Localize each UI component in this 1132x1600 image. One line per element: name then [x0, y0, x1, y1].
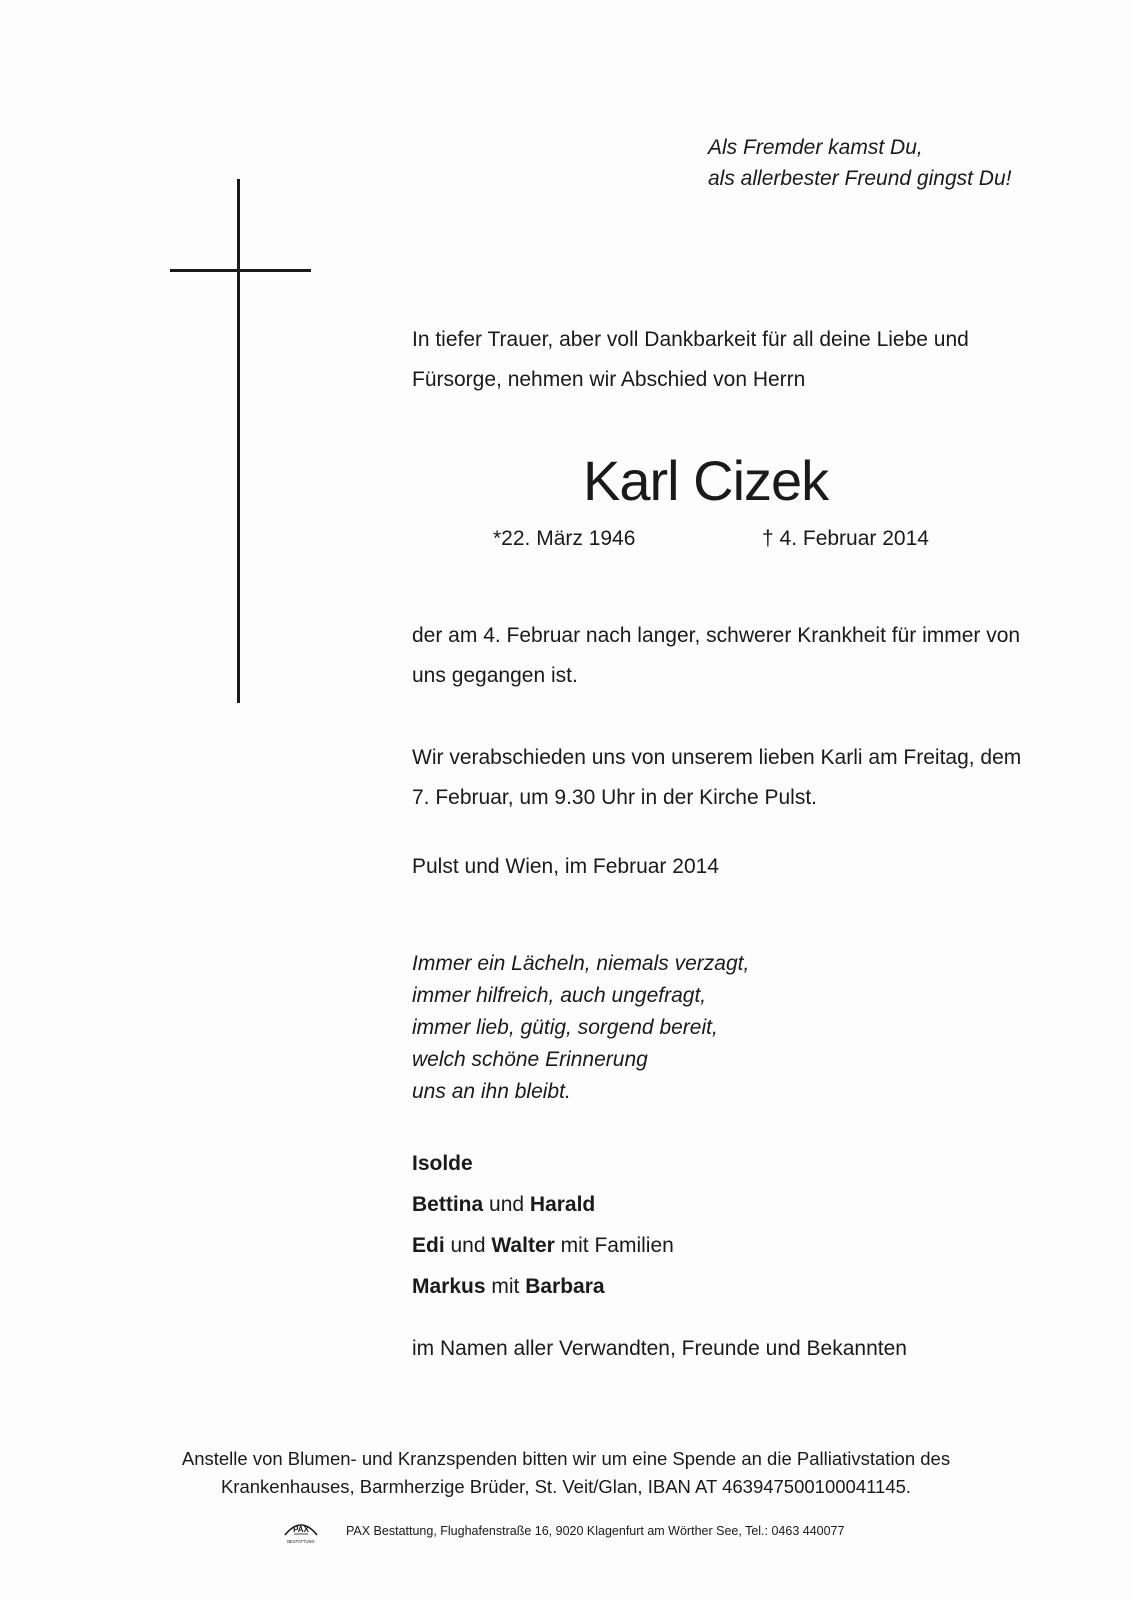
mourner-row: [412, 1266, 674, 1307]
intro-paragraph: [412, 320, 969, 400]
mourner-row: [412, 1225, 674, 1266]
footer-address: PAX Bestattung, Flughafenstraße 16, 9020 Klagenfurt am Wörther See, Tel.: 0463 440077: [346, 1524, 845, 1538]
passing-line: uns gegangen ist.: [412, 664, 578, 687]
farewell-line: Wir verabschieden uns von unserem lieben Karli am Freitag, dem: [412, 746, 1022, 769]
mourner-name: Harald: [529, 1193, 596, 1216]
mourner-joiner: und: [483, 1193, 530, 1216]
mourner-row: [412, 1143, 674, 1184]
poem: [412, 948, 749, 1108]
cross-icon-vertical: [237, 179, 240, 703]
poem-line: immer hilfreich, auch ungefragt,: [412, 984, 707, 1007]
mourner-joiner: mit: [485, 1275, 526, 1298]
donation-line: Anstelle von Blumen- und Kranzspenden bitten wir um eine Spende an die Palliativstation des: [181, 1448, 951, 1469]
pax-logo-icon: [279, 1513, 323, 1549]
intro-line: Fürsorge, nehmen wir Abschied von Herrn: [412, 368, 806, 391]
farewell-paragraph: [412, 738, 1021, 818]
donation-note: [0, 1445, 1132, 1501]
mourner-name: Barbara: [525, 1275, 605, 1298]
logo-subtext: BESTATTUNG: [287, 1539, 315, 1544]
mourner-name: Bettina: [412, 1193, 484, 1216]
poem-line: uns an ihn bleibt.: [412, 1080, 571, 1103]
mourner-joiner: und: [444, 1234, 492, 1257]
donation-line: Krankenhauses, Barmherzige Brüder, St. Veit/Glan, IBAN AT 463947500100041145.: [220, 1476, 912, 1497]
mourner-row: [412, 1184, 674, 1225]
motto-line: Als Fremder kamst Du,: [708, 136, 923, 159]
farewell-line: 7. Februar, um 9.30 Uhr in der Kirche Pulst.: [412, 786, 818, 809]
passing-line: der am 4. Februar nach langer, schwerer Krankheit für immer von: [412, 624, 1021, 647]
relatives-note: im Namen aller Verwandten, Freunde und Bekannten: [412, 1337, 907, 1360]
mourners-list: [412, 1143, 674, 1307]
mourner-name: Markus: [412, 1275, 486, 1298]
deceased-name: Karl Cizek: [583, 449, 829, 512]
passing-paragraph: [412, 616, 1020, 696]
place-date: Pulst und Wien, im Februar 2014: [412, 855, 719, 878]
poem-line: welch schöne Erinnerung: [412, 1048, 648, 1071]
birth-date: *22. März 1946: [493, 527, 636, 550]
logo-text: PAX: [293, 1525, 309, 1534]
death-date: † 4. Februar 2014: [762, 527, 929, 550]
poem-line: immer lieb, gütig, sorgend bereit,: [412, 1016, 718, 1039]
motto-line: als allerbester Freund gingst Du!: [708, 167, 1012, 190]
mourner-name: Edi: [412, 1234, 445, 1257]
mourner-name: Isolde: [412, 1152, 473, 1175]
mourner-suffix: mit Familien: [554, 1234, 674, 1257]
cross-icon-horizontal: [170, 269, 311, 272]
motto: [708, 132, 1012, 194]
intro-line: In tiefer Trauer, aber voll Dankbarkeit für all deine Liebe und: [412, 328, 969, 351]
mourner-name: Walter: [491, 1234, 555, 1257]
poem-line: Immer ein Lächeln, niemals verzagt,: [412, 952, 750, 975]
